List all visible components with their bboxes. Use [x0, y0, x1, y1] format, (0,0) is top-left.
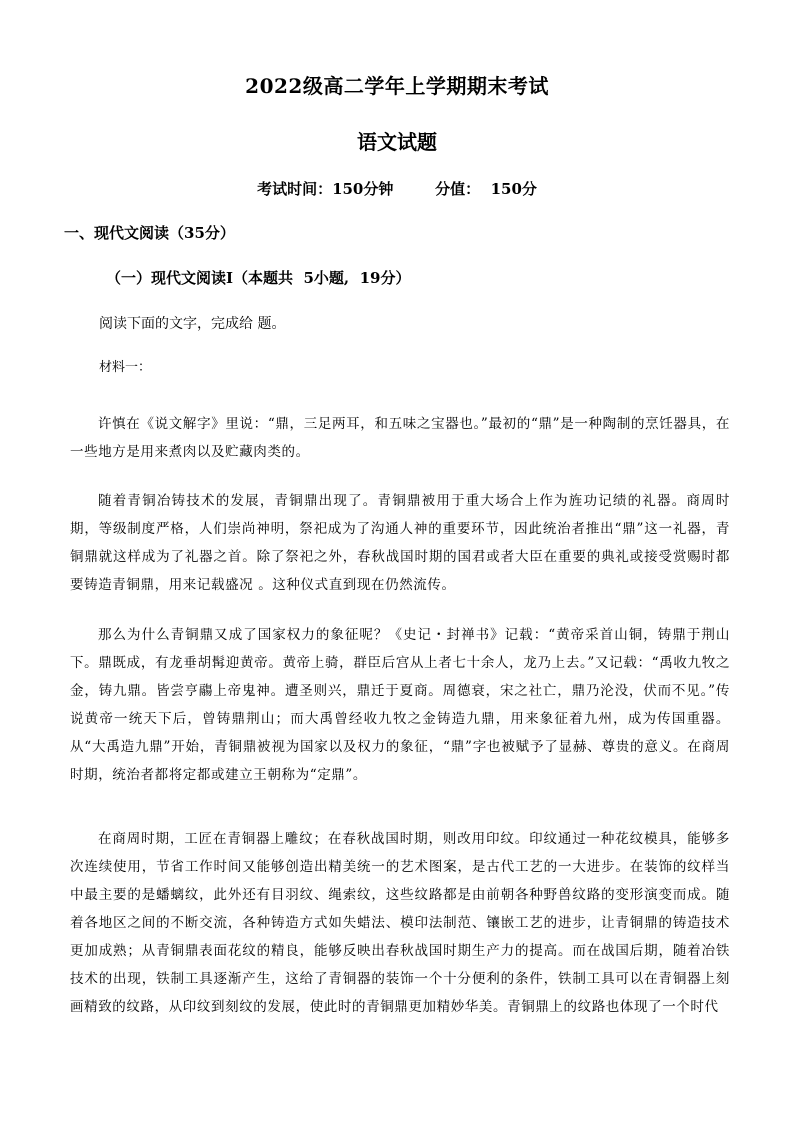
reading-instruction: 阅读下面的文字，完成给 题。: [99, 316, 286, 332]
exam-info-spacer: [393, 180, 435, 198]
exam-subject: 语文试题: [357, 130, 437, 154]
paragraph-4: 在商周时期，工匠在青铜器上雕纹；在春秋战国时期，则改用印纹。印纹通过一种花纹模具，能够多次连续使用，节省工作时间又能够创造出精美统一的艺术图案，是古代工艺的一大进步。在装饰的纹样当中最主要的是蟠螭纹，此外还有目羽纹、绳索纹，这些纹路都是由前朝各种野兽纹路的变形演变而成。随着各地区之间的不断交流，各种铸造方式如失蜡法、模印法制范、镶嵌工艺的进步，让青铜鼎的铸造技术更加成熟；从青铜鼎表面花纹的精良，能够反映出春秋战国时期生产力的提高。而在战国后期，随着冶铁技术的出现，铁制工具逐渐产生，这给了青铜器的装饰一个十分便利的条件，铁制工具可以在青铜器上刻画精致的纹路，从印纹到刻纹的发展，使此时的青铜鼎更加精妙华美。青铜鼎上的纹路也体现了一个时代: [70, 830, 730, 1015]
paragraph-1: 许慎在《说文解字》里说：“鼎，三足两耳，和五味之宝器也。”最初的“鼎”是一种陶制的烹饪器具，在一些地方是用来煮肉以及贮藏肉类的。: [70, 415, 730, 460]
section-heading: 一、现代文阅读（35分）: [64, 224, 235, 242]
exam-score: 分值： 150分: [435, 180, 537, 198]
paragraph-2: 随着青铜冶铸技术的发展，青铜鼎出现了。青铜鼎被用于重大场合上作为旌功记绩的礼器。商周时期，等级制度严格，人们崇尚神明，祭祀成为了沟通人神的重要环节，因此统治者推出“鼎”这一礼器，青铜鼎就这样成为了礼器之首。除了祭祀之外，春秋战国时期的国君或者大臣在重要的典礼或接受赏赐时都要铸造青铜鼎，用来记载盛况 。这种仪式直到现在仍然流传。: [70, 492, 730, 593]
exam-title: 2022级高二学年上学期期末考试: [245, 74, 549, 98]
paragraph-3: 那么为什么青铜鼎又成了国家权力的象征呢？《史记・封禅书》记载：“黄帝采首山铜，铸鼎于荆山下。鼎既成，有龙垂胡髯迎黄帝。黄帝上骑，群臣后宫从上者七十余人，龙乃上去。”又记载：“禹收九牧之金，铸九鼎。皆尝亨鬺上帝鬼神。遭圣则兴，鼎迁于夏商。周德衰，宋之社亡，鼎乃沦没，伏而不见。”传说黄帝一统天下后，曾铸鼎荆山；而大禹曾经收九牧之金铸造九鼎，用来象征着九州，成为传国重器。从“大禹造九鼎”开始，青铜鼎被视为国家以及权力的象征，“鼎”字也被赋予了显赫、尊贵的意义。在商周时期，统治者都将定都或建立王朝称为“定鼎”。: [70, 626, 730, 783]
exam-info: [0, 178, 794, 199]
exam-time: 考试时间：150分钟: [257, 180, 394, 198]
material-label: 材料一：: [99, 360, 152, 375]
subsection-heading: （一）现代文阅读Ⅰ（本题共 5小题, 19分）: [106, 269, 411, 287]
